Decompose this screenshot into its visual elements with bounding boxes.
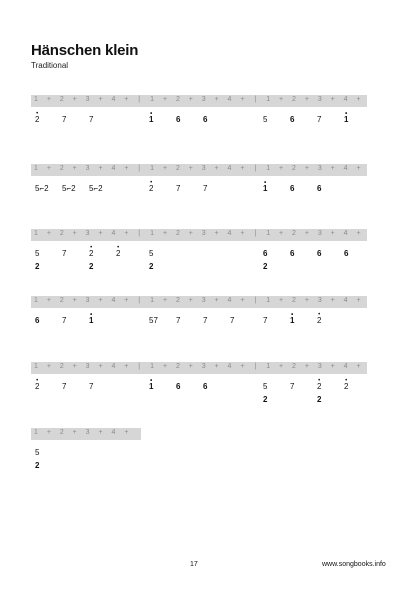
beat-label: 1 [150,363,155,370]
beat-label: + [214,297,219,304]
beat-label: + [304,230,309,237]
beat-label: + [330,363,335,370]
beat-label: 1 [34,165,38,172]
beat-label: 2 [175,230,180,237]
note: 5 [35,249,40,258]
beat-label: 1 [34,363,38,370]
note: 2 [263,262,268,271]
beat-label: 1 [150,96,155,103]
note: 7 [62,249,67,258]
beat-label: 2 [292,165,296,172]
measure-separator: | [138,297,141,304]
beat-label: 1 [150,297,155,304]
beat-label: 2 [292,96,296,103]
note-row [31,249,367,261]
beat-label: + [124,165,129,172]
beat-label: + [240,363,245,370]
beat-label: + [162,96,168,103]
note: 6 [176,115,181,124]
beat-label: 2 [292,230,296,237]
note: 5 [149,249,154,258]
measure-separator: | [254,297,257,304]
note: 6 [176,382,181,391]
beat-label: 3 [85,230,90,237]
measure-separator: | [254,96,257,103]
beat-label: 3 [201,230,206,237]
beat-label: 4 [343,297,348,304]
beat-label: 3 [317,230,322,237]
beat-label: + [188,363,193,370]
beat-label: 2 [59,96,64,103]
beat-label: 4 [227,230,232,237]
beat-label: + [98,363,103,370]
note: 7 [263,316,268,325]
note-row [31,395,367,407]
beat-label: 4 [111,96,116,103]
note: 6 [344,249,349,258]
beat-label: + [46,230,51,237]
beat-label: + [124,363,129,370]
beat-label: 1 [266,96,271,103]
beat-label: 2 [59,297,64,304]
note: 6 [290,249,295,258]
note: 7 [89,382,94,391]
note: • 1 [344,115,348,125]
note: 2 [89,262,94,271]
note: • 2 [149,184,153,194]
beat-label: + [356,165,361,172]
beat-label: + [330,165,335,172]
beat-label: + [356,297,361,304]
beat-label: 3 [85,429,90,436]
beat-label: + [304,96,309,103]
page-number: 17 [190,561,198,568]
beat-label: 1 [34,96,38,103]
note: 6 [290,115,295,124]
note: 7 [176,316,181,325]
note-row [31,262,367,274]
measure-separator: | [138,230,141,237]
beat-label: + [162,363,168,370]
note: • 2 [35,115,39,125]
note: 6 [203,115,208,124]
beat-label: 3 [85,363,90,370]
measure-separator: | [254,230,257,237]
measure-separator: | [138,96,141,103]
note: • 1 [149,115,153,125]
note: • 2 [317,382,321,392]
note: 7 [203,184,208,193]
beat-label: 4 [111,165,116,172]
beat-label: + [46,165,51,172]
beat-label: 4 [343,96,348,103]
beat-label: 3 [201,297,206,304]
beat-label: 1 [266,297,271,304]
note: • 1 [290,316,294,326]
beat-label: 2 [175,363,180,370]
beat-label: + [46,297,51,304]
beat-label: + [124,297,129,304]
beat-label: 3 [317,297,322,304]
beat-label: 2 [175,165,180,172]
note: 2 [317,395,322,404]
beat-label: + [98,297,103,304]
note: 2 [263,395,268,404]
beat-counter-bar [31,296,367,308]
note: • 2 [89,249,93,259]
beat-label: 4 [343,230,348,237]
note-row [31,115,367,127]
beat-label: + [304,165,309,172]
beat-label: + [124,429,129,436]
beat-label: + [72,297,77,304]
note: 7 [176,184,181,193]
beat-label: 2 [59,165,64,172]
beat-label: + [240,230,245,237]
beat-label: + [240,96,245,103]
beat-label: 2 [59,363,64,370]
beat-label: 2 [59,230,64,237]
note: 6 [290,184,295,193]
measure-separator: | [138,363,141,370]
beat-label: + [240,297,245,304]
beat-label: + [188,297,193,304]
beat-label: + [98,429,103,436]
note: 7 [62,382,67,391]
beat-label: + [356,363,361,370]
beat-label: + [330,230,335,237]
beat-label: 4 [227,297,232,304]
beat-label: 4 [111,297,116,304]
beat-label: + [162,230,168,237]
note: • 1 [149,382,153,392]
website-link[interactable]: www.songbooks.info [322,561,386,568]
beat-label: 1 [266,165,271,172]
beat-label: + [46,363,51,370]
note: 7 [290,382,295,391]
beat-label: 1 [34,230,38,237]
beat-label: 4 [227,96,232,103]
beat-label: 1 [266,363,271,370]
beat-label: + [98,165,103,172]
note: • 2 [35,382,39,392]
note: • 2 [344,382,348,392]
note: 5 [35,448,40,457]
beat-label: + [72,230,77,237]
note: 5 [263,382,268,391]
beat-label: 1 [150,165,155,172]
note: • 1 [89,316,93,326]
beat-label: 3 [85,297,90,304]
beat-label: 3 [317,96,322,103]
beat-label: + [98,230,103,237]
beat-label: + [214,363,219,370]
beat-label: + [330,297,335,304]
note: 2 [35,461,40,470]
note: • 2 [317,316,321,326]
beat-label: + [72,429,77,436]
note: 7 [203,316,208,325]
beat-label: + [279,230,284,237]
beat-label: 1 [150,230,155,237]
note: 5⌐2 [89,184,103,193]
beat-label: + [46,429,51,436]
measure-separator: | [138,165,141,172]
beat-label: 1 [266,230,271,237]
beat-label: + [214,230,219,237]
beat-label: 4 [111,429,116,436]
beat-label: + [304,297,309,304]
beat-label: 3 [201,96,206,103]
note: 6 [35,316,40,325]
beat-label: 4 [111,230,116,237]
beat-label: + [188,165,193,172]
beat-label: 3 [317,165,322,172]
beat-label: 2 [292,297,296,304]
beat-label: + [240,165,245,172]
note: 5 [263,115,268,124]
beat-label: + [356,230,361,237]
beat-label: 4 [343,165,348,172]
beat-label: + [279,165,284,172]
beat-label: 3 [317,363,322,370]
beat-label: 2 [59,429,64,436]
note: 5⌐2 [35,184,49,193]
note-row [31,448,367,460]
beat-label: 1 [34,297,38,304]
beat-label: + [72,165,77,172]
beat-label: 2 [292,363,296,370]
beat-label: + [279,96,284,103]
note: 5⌐2 [62,184,76,193]
note: 7 [230,316,235,325]
note-row [31,461,367,473]
song-subtitle: Traditional [31,61,69,70]
note: 57 [149,316,158,325]
beat-label: 3 [201,165,206,172]
beat-label: + [304,363,309,370]
measure-separator: | [254,165,257,172]
note: • 1 [263,184,267,194]
beat-counter-bar [31,229,367,241]
beat-label: + [162,165,168,172]
beat-label: + [279,363,284,370]
beat-label: + [124,230,129,237]
beat-label: 2 [175,96,180,103]
note-row [31,382,367,394]
note: 7 [89,115,94,124]
beat-label: 4 [227,165,232,172]
beat-label: + [188,96,193,103]
beat-label: 4 [227,363,232,370]
beat-label: + [330,96,335,103]
note: 6 [317,184,322,193]
beat-label: 3 [85,165,90,172]
note: 7 [62,316,67,325]
beat-label: 2 [175,297,180,304]
note: 6 [263,249,268,258]
note: • 2 [116,249,120,259]
beat-label: + [356,96,361,103]
beat-counter-bar [31,164,367,176]
beat-label: + [188,230,193,237]
beat-label: 3 [201,363,206,370]
beat-label: + [72,96,77,103]
beat-counter-bar [31,95,367,107]
beat-label: 4 [111,363,116,370]
note: 2 [149,262,154,271]
note-row [31,316,367,328]
note-row [31,184,367,196]
note: 7 [317,115,322,124]
beat-label: + [72,363,77,370]
beat-counter-bar [31,362,367,374]
beat-label: 4 [343,363,348,370]
beat-label: + [214,165,219,172]
note: 7 [62,115,67,124]
note: 6 [317,249,322,258]
beat-label: 3 [85,96,90,103]
note: 6 [203,382,208,391]
song-title: Hänschen klein [31,42,139,59]
beat-label: 1 [34,429,38,436]
beat-label: + [124,96,129,103]
beat-label: + [98,96,103,103]
beat-label: + [214,96,219,103]
beat-label: + [279,297,284,304]
beat-label: + [162,297,168,304]
measure-separator: | [254,363,257,370]
note: 2 [35,262,40,271]
beat-counter-bar [31,428,141,440]
beat-label: + [46,96,51,103]
